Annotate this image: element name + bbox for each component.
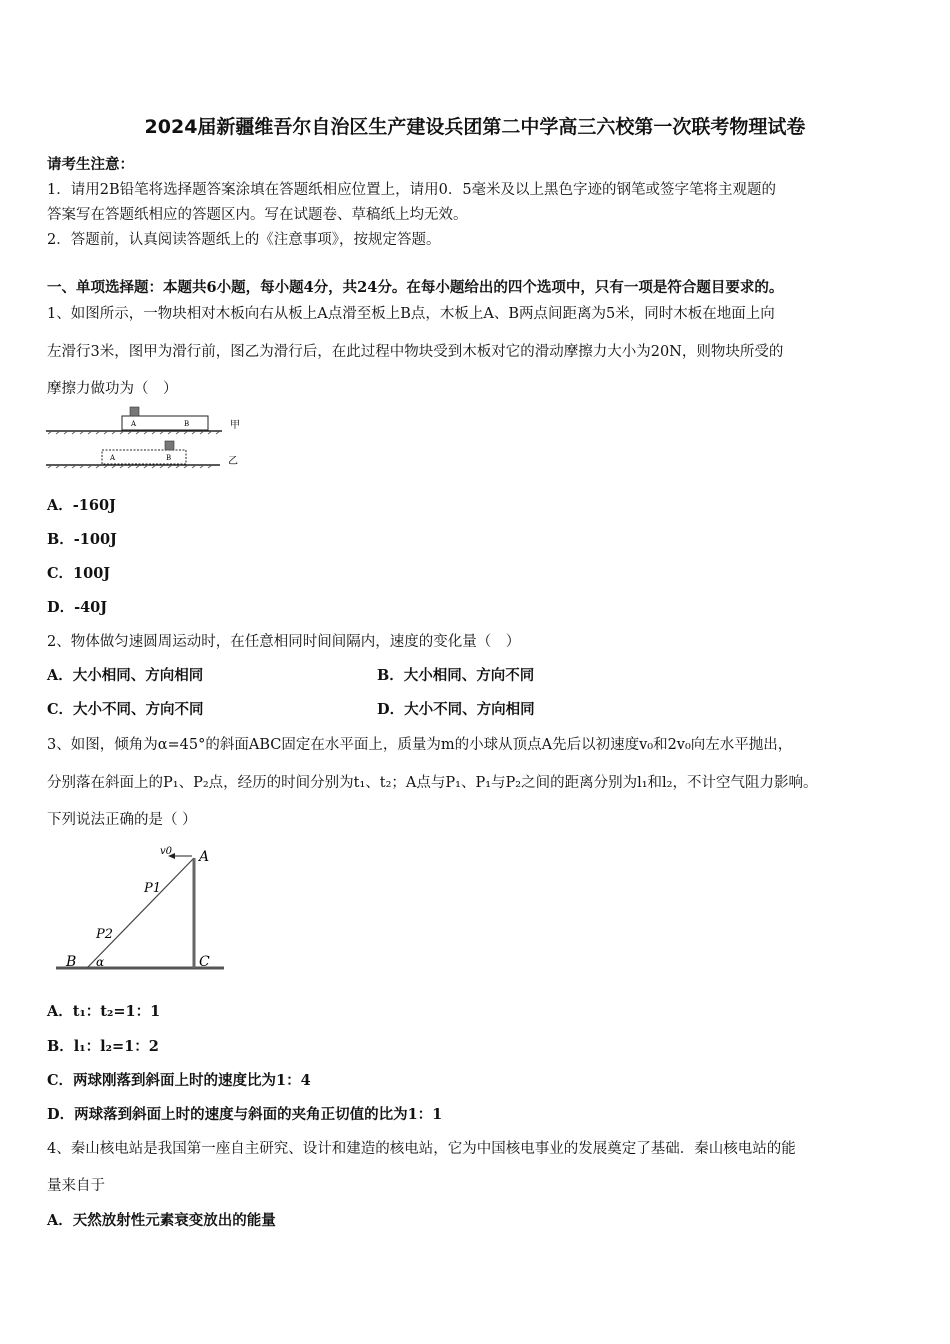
notice-line-1: 1．请用2B铅笔将选择题答案涂填在答题纸相应位置上，请用0．5毫米及以上黑色字迹的钢笔或签字笔将主观题的 <box>47 182 777 198</box>
q4-stem-line-1: 4、秦山核电站是我国第一座自主研究、设计和建造的核电站，它为中国核电事业的发展奠定了基础．秦山核电站的能 <box>47 1141 796 1157</box>
label-jia: 甲 <box>230 420 240 431</box>
q2-option-b: B．大小相同、方向不同 <box>377 667 535 684</box>
label-b-jia: B <box>184 420 190 428</box>
q3-option-a: A．t₁：t₂=1：1 <box>47 1003 161 1020</box>
q4-option-a: A．天然放射性元素衰变放出的能量 <box>47 1212 276 1229</box>
label-yi: 乙 <box>228 456 238 467</box>
label-b: B <box>66 954 77 970</box>
notice-line-3: 2．答题前，认真阅读答题纸上的《注意事项》，按规定答题。 <box>47 232 441 248</box>
label-a-jia: A <box>131 420 137 428</box>
q1-option-c: C．100J <box>47 565 111 582</box>
label-a-yi: A <box>110 454 116 462</box>
label-v0: v0 <box>160 846 173 857</box>
q1-option-a: A．-160J <box>47 497 116 514</box>
notice-header: 请考生注意： <box>47 156 134 173</box>
q1-figure <box>44 404 244 470</box>
label-b-yi: B <box>166 454 172 462</box>
q1-stem-line-3: 摩擦力做功为（ ） <box>47 381 178 397</box>
label-a: A <box>199 849 210 865</box>
q3-stem-line-2: 分别落在斜面上的P₁、P₂点，经历的时间分别为t₁、t₂；A点与P₁、P₁与P₂之间的距离分别为l₁和l₂，不计空气阻力影响。 <box>47 775 818 791</box>
notice-line-2: 答案写在答题纸相应的答题区内。写在试题卷、草稿纸上均无效。 <box>47 207 468 223</box>
label-c: C <box>199 954 210 970</box>
q2-option-d: D．大小不同、方向相同 <box>377 701 535 718</box>
block-yi <box>165 441 174 450</box>
incline-ab <box>87 858 194 968</box>
q3-option-b: B．l₁：l₂=1：2 <box>47 1038 159 1055</box>
q4-stem-line-2: 量来自于 <box>47 1178 105 1194</box>
q2-option-c: C．大小不同、方向不同 <box>47 701 204 718</box>
q2-stem: 2、物体做匀速圆周运动时，在任意相同时间间隔内，速度的变化量（ ） <box>47 634 521 650</box>
q3-option-d: D．两球落到斜面上时的速度与斜面的夹角正切值的比为1：1 <box>47 1106 443 1123</box>
section-heading: 一、单项选择题：本题共6小题，每小题4分，共24分。在每小题给出的四个选项中，只有一项是符合题目要求的。 <box>47 279 784 296</box>
q1-stem-line-1: 1、如图所示，一物块相对木板向右从板上A点滑至板上B点，木板上A、B两点间距离为5米，同时木板在地面上向 <box>47 306 775 322</box>
q3-stem-line-3: 下列说法正确的是（ ） <box>47 812 197 828</box>
q2-option-a: A．大小相同、方向相同 <box>47 667 204 684</box>
q1-option-b: B．-100J <box>47 531 117 548</box>
q1-option-d: D．-40J <box>47 599 108 616</box>
q3-figure <box>52 842 232 978</box>
q3-stem-line-1: 3、如图，倾角为α=45°的斜面ABC固定在水平面上，质量为m的小球从顶点A先后以初速度v₀和2v₀向左水平抛出， <box>47 737 793 753</box>
q3-option-c: C．两球刚落到斜面上时的速度比为1：4 <box>47 1072 311 1089</box>
q1-stem-line-2: 左滑行3米，图甲为滑行前，图乙为滑行后，在此过程中物块受到木板对它的滑动摩擦力大小为20N，则物块所受的 <box>47 344 784 360</box>
label-p1: P1 <box>144 881 162 896</box>
block-jia <box>130 407 139 416</box>
page-title: 2024届新疆维吾尔自治区生产建设兵团第二中学高三六校第一次联考物理试卷 <box>144 116 806 138</box>
label-alpha: α <box>96 955 105 969</box>
label-p2: P2 <box>96 927 114 942</box>
